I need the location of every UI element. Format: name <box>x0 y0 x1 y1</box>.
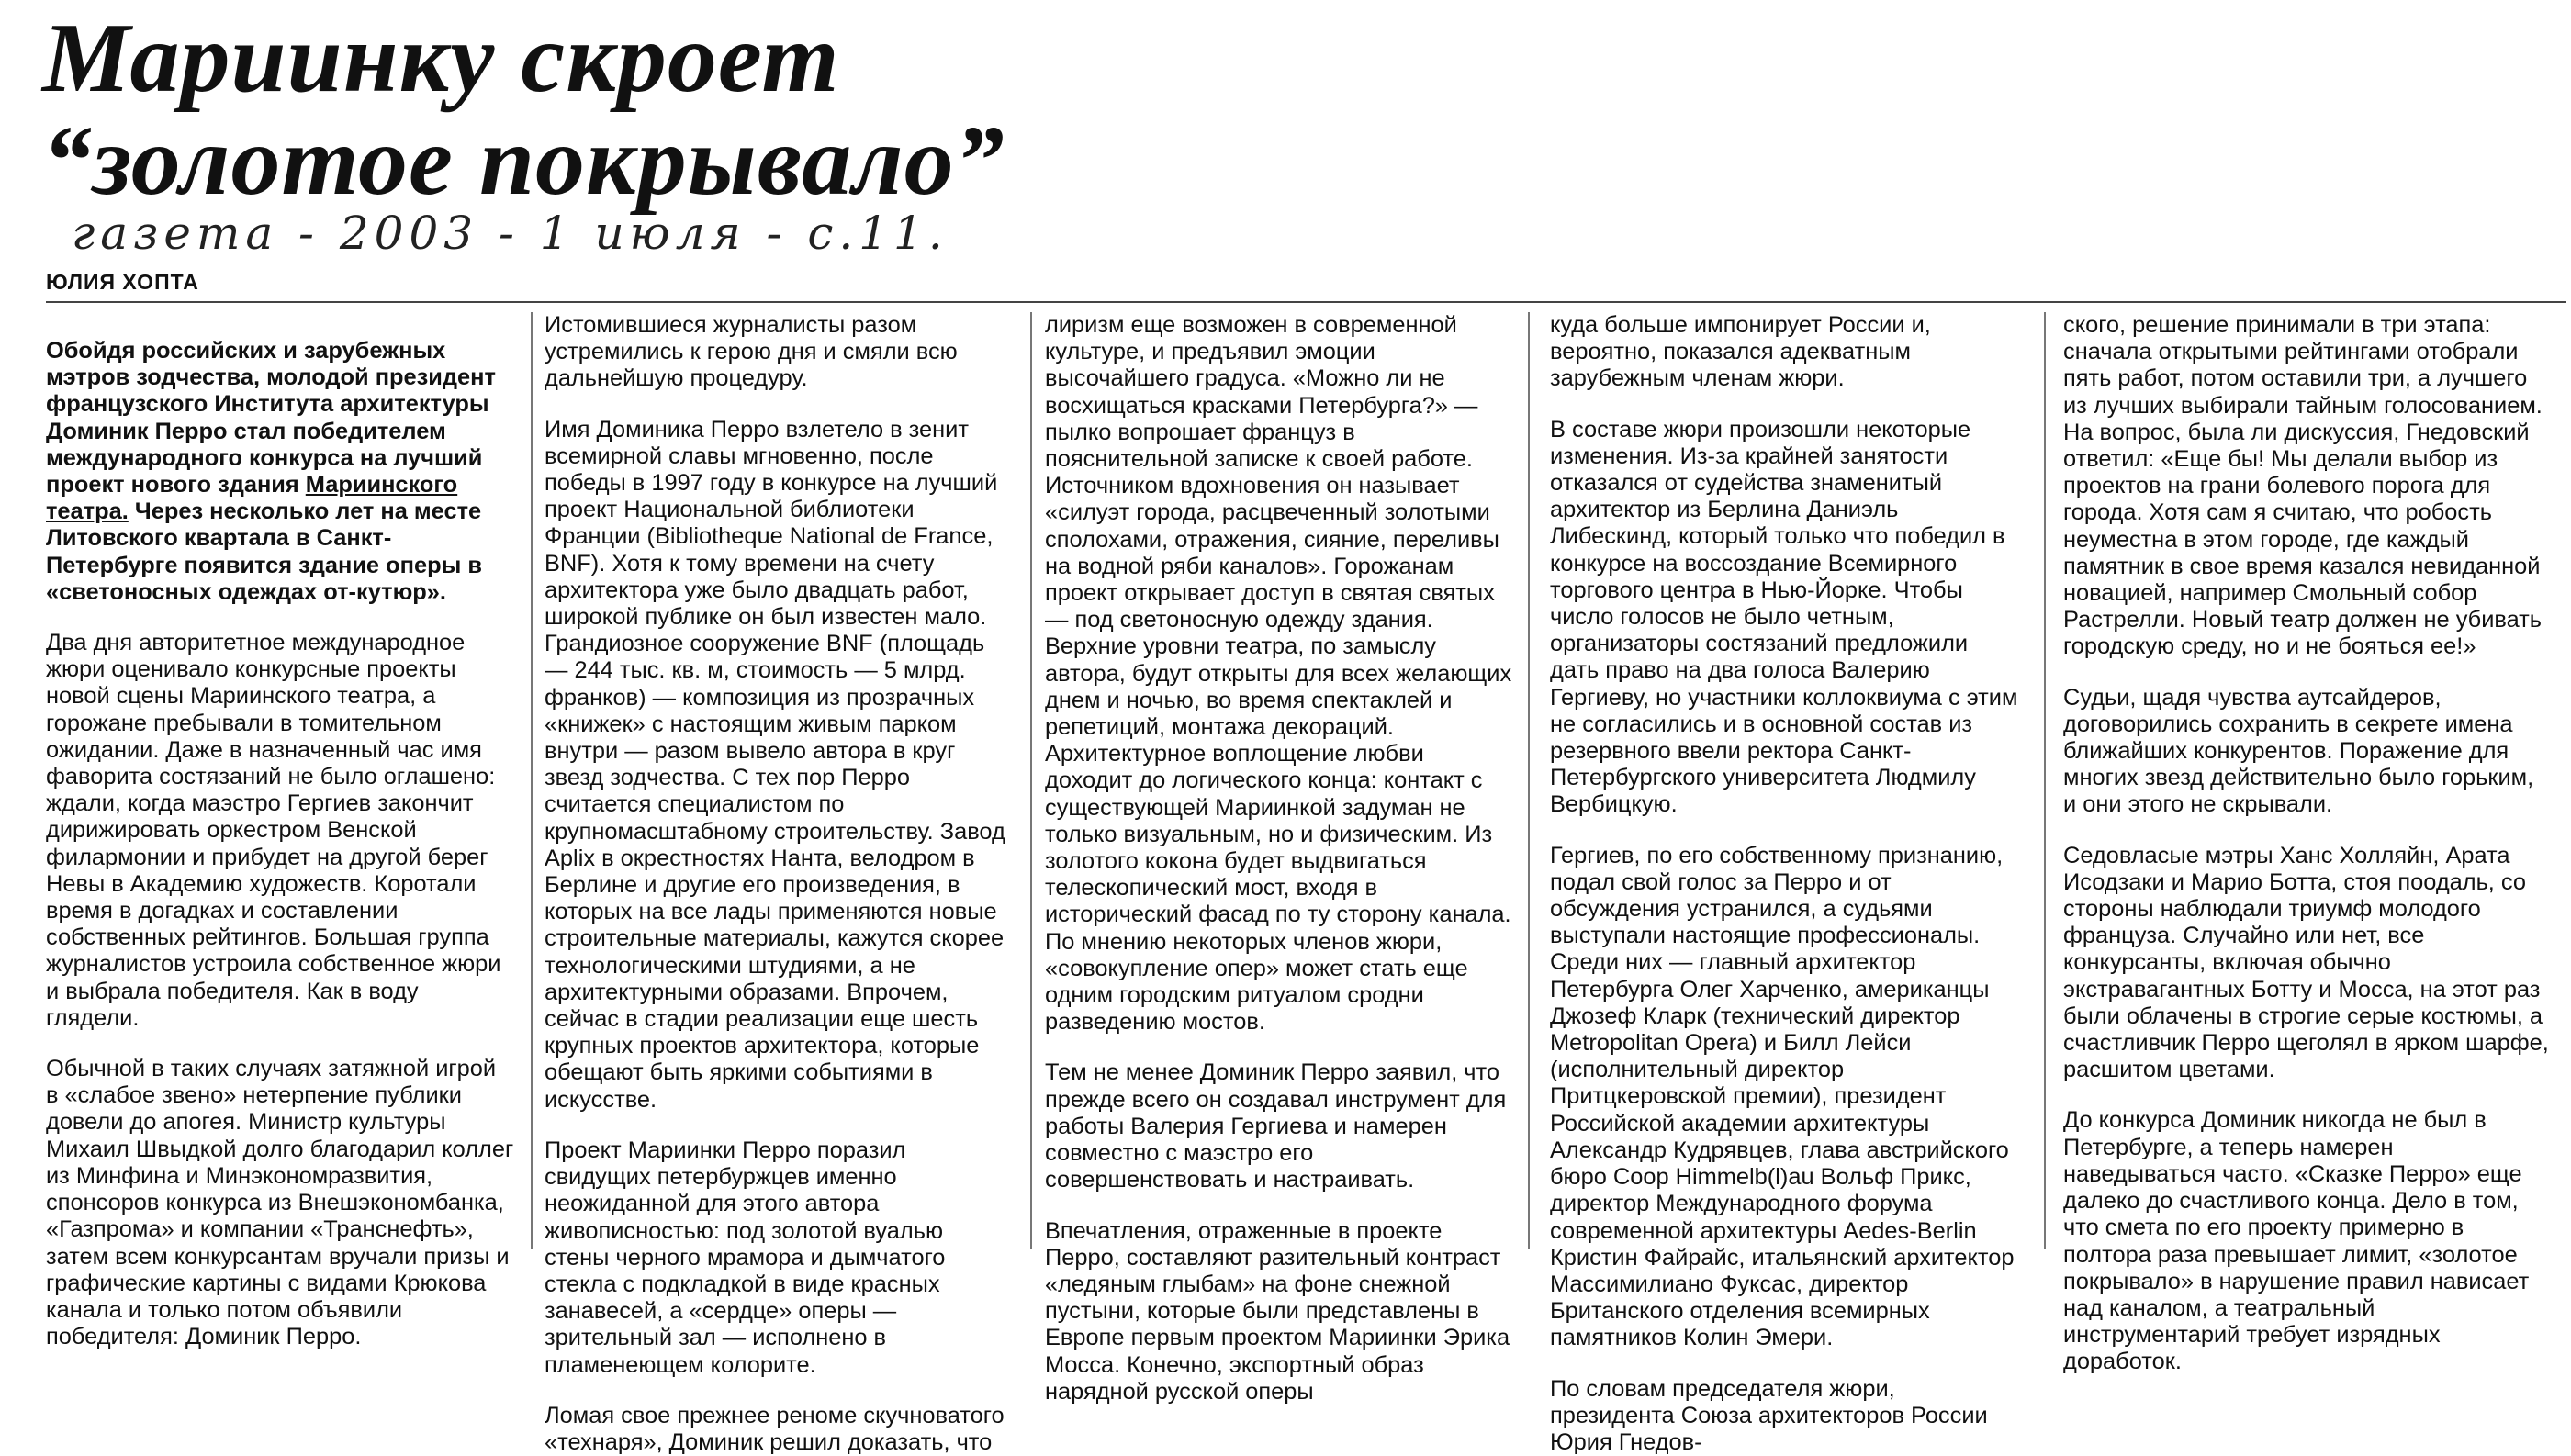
column-divider <box>531 312 533 1249</box>
paragraph: лиризм еще возможен в современной культуре, и предъявил эмоции высочайшего градуса. «Можно ли не восхищаться красками Петербурга?» — пылко вопрошает француз в пояснительной записке к своей работе. Источником вдохновения он называет «силуэт города, расцвеченный золотыми сполохами, отражения, сияние, переливы на водной ряби каналов». Горожанам проект открывает доступ в святая святых — под светоносную одежду здания. Верхние уровни театра, по замыслу автора, будут открыты для всех желающих днем и ночью, во время спектаклей и репетиций, монтажа декораций. Архитектурное воплощение любви доходит до логического конца: контакт с существующей Мариинкой задуман не только визуальным, но и физическим. Из золотого кокона будет выдвигаться телескопический мост, входя в исторический фасад по ту сторону канала. По мнению некоторых членов жюри, «совокупление опер» может стать еще одним городским ритуалом сродни разведению мостов. <box>1045 312 1512 1036</box>
column-divider <box>2044 312 2046 1249</box>
paragraph: До конкурса Доминик никогда не был в Петербурге, а теперь намерен наведываться часто. «Сказке Перро» еще далеко до счастливого конца. Дело в том, что смета по его проекту примерно в полтора раза превышает лимит, «золотое покрывало» в нарушение правил нависает над каналом, а театральный инструментарий требует изрядных доработок. <box>2063 1107 2530 1375</box>
paragraph: ского, решение принимали в три этапа: сначала открытыми рейтингами отобрали пять работ, потом оставили три, а лучшего из лучших выбирали тайным голосованием. На вопрос, была ли дискуссия, Гнедовский ответил: «Еще бы! Мы делали выбор из проектов на грани болевого порога для города. Хотя сам я считаю, что робость неуместна в этом городе, где каждый памятник в свое время казался невиданной новацией, например Смольный собор Растрелли. Новый театр должен не убивать городскую среду, но и не бояться ее!» <box>2063 312 2543 660</box>
column-5 <box>2063 312 2550 1375</box>
headline-line-1: Мариинку скроет <box>42 4 840 113</box>
paragraph: Проект Мариинки Перро поразил свидущих петербуржцев именно неожиданной для этого автора живописностью: под золотой вуалью стены черного мрамора и дымчатого стекла с подкладкой в виде красных занавесей, а «сердце» оперы — зрительный зал — исполнено в пламенеющем колорите. <box>545 1137 946 1378</box>
paragraph: Гергиев, по его собственному признанию, подал свой голос за Перро и от обсуждения устранился, а судьями выступали настоящие профессионалы. Среди них — главный архитектор Петербурга Олег Харченко, американцы Джозеф Кларк (технический директор Metropolitan Opera) и Билл Лейси (исполнительный директор Притцкеровской премии), президент Российской академии архитектуры Александр Кудрявцев, глава австрийского бюро Coop Himmelb(l)au Вольф Прикс, директор Международного форума современной архитектуры Aedes-Berlin Кристин Файрайс, итальянский архитектор Массимилиано Фуксас, директор Британского отделения всемирных памятников Колин Эмери. <box>1550 842 2015 1351</box>
paragraph: Судьи, щадя чувства аутсайдеров, договорились сохранить в секрете имена ближайших конкурентов. Поражение для многих звезд действительно было горьким, и они этого не скрывали. <box>2063 684 2534 818</box>
column-1 <box>46 312 514 1350</box>
column-4 <box>1550 312 2018 1455</box>
column-2 <box>545 312 1013 1455</box>
lead-underlined-text: Мариинского театра. <box>46 472 458 525</box>
paragraph: По словам председателя жюри, президента Союза архитекторов России Юрия Гнедов- <box>1550 1375 1988 1455</box>
column-3 <box>1045 312 1513 1405</box>
column-divider <box>1030 312 1032 1249</box>
paragraph: Седовласые мэтры Ханс Холляйн, Арата Исодзаки и Марио Ботта, стоя поодаль, со стороны наблюдали триумф молодого француза. Случайно или нет, все конкурсанты, включая обычно экстравагантных Ботту и Мосса, на этот раз были облачены в строгие серые костюмы, а счастливчик Перро щеголял в ярком шарфе, расшитом цветами. <box>2063 842 2549 1083</box>
paragraph: Ломая свое прежнее реноме скучноватого «технаря», Доминик решил доказать, что <box>545 1402 1005 1455</box>
headline <box>42 4 1144 216</box>
headline-line-2: “золотое покрывало” <box>42 106 1005 216</box>
lead-paragraph <box>46 338 514 606</box>
paragraph: Тем не менее Доминик Перро заявил, что прежде всего он создавал инструмент для работы Валерия Гергиева и намерен совместно с маэстро его совершенствовать и настраивать. <box>1045 1059 1507 1193</box>
column-divider <box>1528 312 1530 1249</box>
paragraph: куда больше импонирует России и, вероятно, показался адекватным зарубежным членам жюри. <box>1550 312 1931 392</box>
paragraph: Имя Доминика Перро взлетело в зенит всемирной славы мгновенно, после победы в 1997 году в конкурсе на лучший проект Национальной библиотеки Франции (Bibliotheque National de France, BNF). Хотя к тому времени на счету архитектора уже было двадцать работ, широкой публике он был известен мало. Грандиозное сооружение BNF (площадь — 244 тыс. кв. м, стоимость — 5 млрд. франков) — композиция из прозрачных «книжек» с настоящим живым парком внутри — разом вывело автора в круг звезд зодчества. С тех пор Перро считается специалистом по крупномасштабному строительству. Завод Aplix в окрестностях Нанта, велодром в Берлине и другие его произведения, в которых на все лады применяются новые строительные материалы, кажутся скорее технологическими штудиями, а не архитектурными образами. Впрочем, сейчас в стадии реализации еще шесть крупных проектов архитектора, которые обещают быть яркими событиями в искусстве. <box>545 416 1005 1113</box>
byline: ЮЛИЯ ХОПТА <box>46 270 199 294</box>
lead-text-b: Через несколько лет на месте Литовского квартала в Санкт-Петербурге появится здание оперы в «светоносных одеждах от-кутюр». <box>46 498 482 605</box>
paragraph: Истомившиеся журналисты разом устремились к герою дня и смяли всю дальнейшую процедуру. <box>545 312 958 392</box>
handwritten-note: газета - 2003 - 1 июля - с.11. <box>72 207 949 260</box>
lead-text-a: Обойдя российских и зарубежных мэтров зодчества, молодой президент французского Института архитектуры Доминик Перро стал победителем международного конкурса на лучший проект нового здания <box>46 338 496 498</box>
paragraph: В составе жюри произошли некоторые изменения. Из-за крайней занятости отказался от судейства знаменитый архитектор из Берлина Даниэль Либескинд, который только что победил в конкурсе на воссоздание Всемирного торгового центра в Нью-Йорке. Чтобы число голосов не было четным, организаторы состязаний предложили дать право на два голоса Валерию Гергиеву, но участники коллоквиума с этим не согласились и в основной состав из резервного ввели ректора Санкт-Петербургского университета Людмилу Вербицкую. <box>1550 416 2018 818</box>
paragraph: Обычной в таких случаях затяжной игрой в «слабое звено» нетерпение публики довели до апогея. Министр культуры Михаил Швыдкой долго благодарил коллег из Минфина и Минэкономразвития, спонсоров конкурса из Внешэкономбанка, «Газпрома» и компании «Транснефть», затем всем конкурсантам вручали призы и графические картины с видами Крюкова канала и только потом объявили победителя: Доминик Перро. <box>46 1056 514 1350</box>
byline-divider <box>46 301 2566 303</box>
paragraph: Впечатления, отраженные в проекте Перро, составляют разительный контраст «ледяным глыбам» на фоне снежной пустыни, которые были представлены в Европе первым проектом Мариинки Эрика Мосса. Конечно, экспортный образ нарядной русской оперы <box>1045 1217 1510 1405</box>
paragraph: Два дня авторитетное международное жюри оценивало конкурсные проекты новой сцены Мариинского театра, а горожане пребывали в томительном ожидании. Даже в назначенный час имя фаворита состязаний не было оглашено: ждали, когда маэстро Гергиев закончит дирижировать оркестром Венской филармонии и прибудет на другой берег Невы в Академию художеств. Коротали время в догадках и составлении собственных рейтингов. Большая группа журналистов устроила собственное жюри и выбрала победителя. Как в воду глядели. <box>46 630 501 1031</box>
